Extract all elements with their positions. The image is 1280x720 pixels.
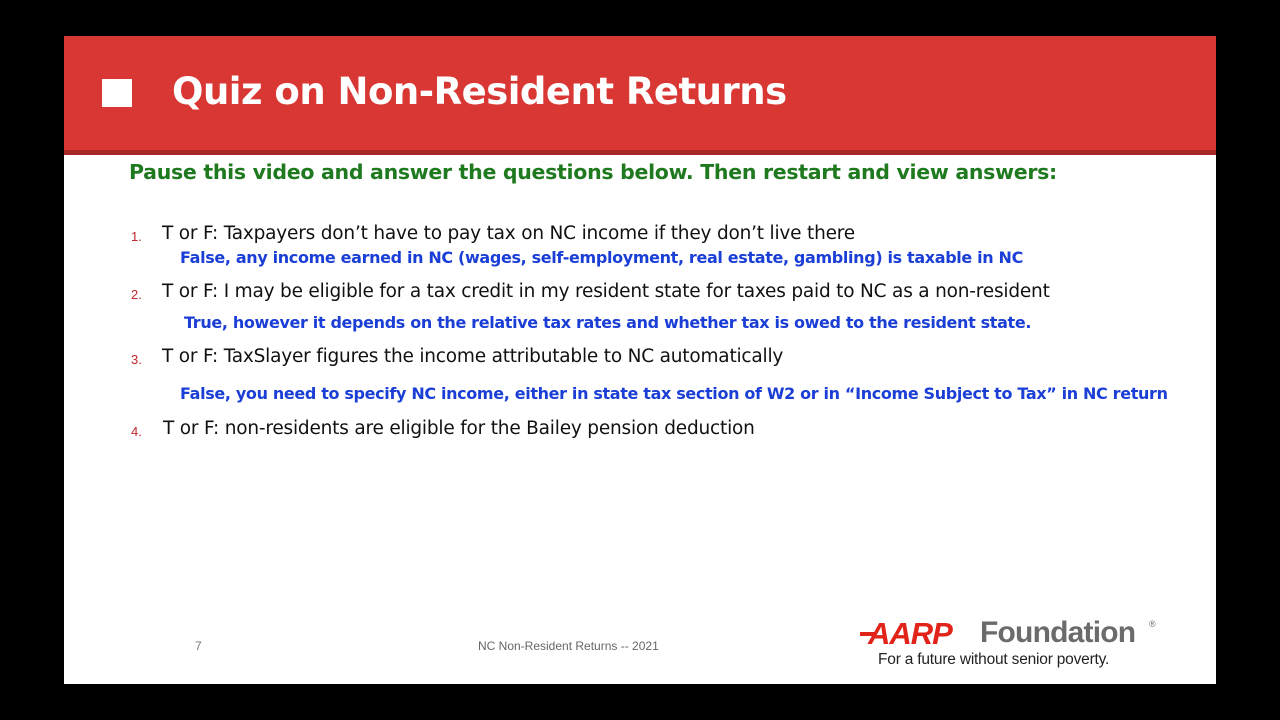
footer-text: NC Non-Resident Returns -- 2021: [478, 639, 659, 653]
logo-tagline: For a future without senior poverty.: [878, 651, 1110, 668]
logo-word: Foundation: [980, 616, 1136, 649]
question-text: T or F: non-residents are eligible for the Bailey pension deduction: [163, 418, 755, 439]
answer-text: False, you need to specify NC income, either in state tax section of W2 or in “Income Subject to Tax” in NC return: [180, 384, 1168, 403]
square-bullet-icon: [102, 79, 132, 107]
question-text: T or F: I may be eligible for a tax credit in my resident state for taxes paid to NC as a non-resident: [162, 281, 1050, 302]
slide: [64, 36, 1216, 684]
title-divider: [64, 150, 1216, 155]
question-text: T or F: Taxpayers don’t have to pay tax on NC income if they don’t live there: [162, 223, 855, 244]
slide-number: 7: [195, 639, 202, 653]
slide-title: Quiz on Non-Resident Returns: [172, 70, 787, 113]
answer-text: False, any income earned in NC (wages, self-employment, real estate, gambling) is taxable in NC: [180, 248, 1023, 267]
question-number: 2.: [131, 287, 142, 302]
title-bar: [64, 36, 1216, 150]
question-number: 4.: [131, 424, 142, 439]
question-text: T or F: TaxSlayer figures the income attributable to NC automatically: [162, 346, 784, 367]
aarp-foundation-logo: [860, 616, 1160, 672]
answer-text: True, however it depends on the relative tax rates and whether tax is owed to the resident state.: [184, 313, 1032, 332]
logo-brand: AARP: [868, 616, 952, 651]
registered-mark: ®: [1149, 619, 1156, 629]
question-number: 1.: [131, 229, 142, 244]
instruction-text: Pause this video and answer the questions below. Then restart and view answers:: [129, 160, 1057, 184]
question-number: 3.: [131, 352, 142, 367]
